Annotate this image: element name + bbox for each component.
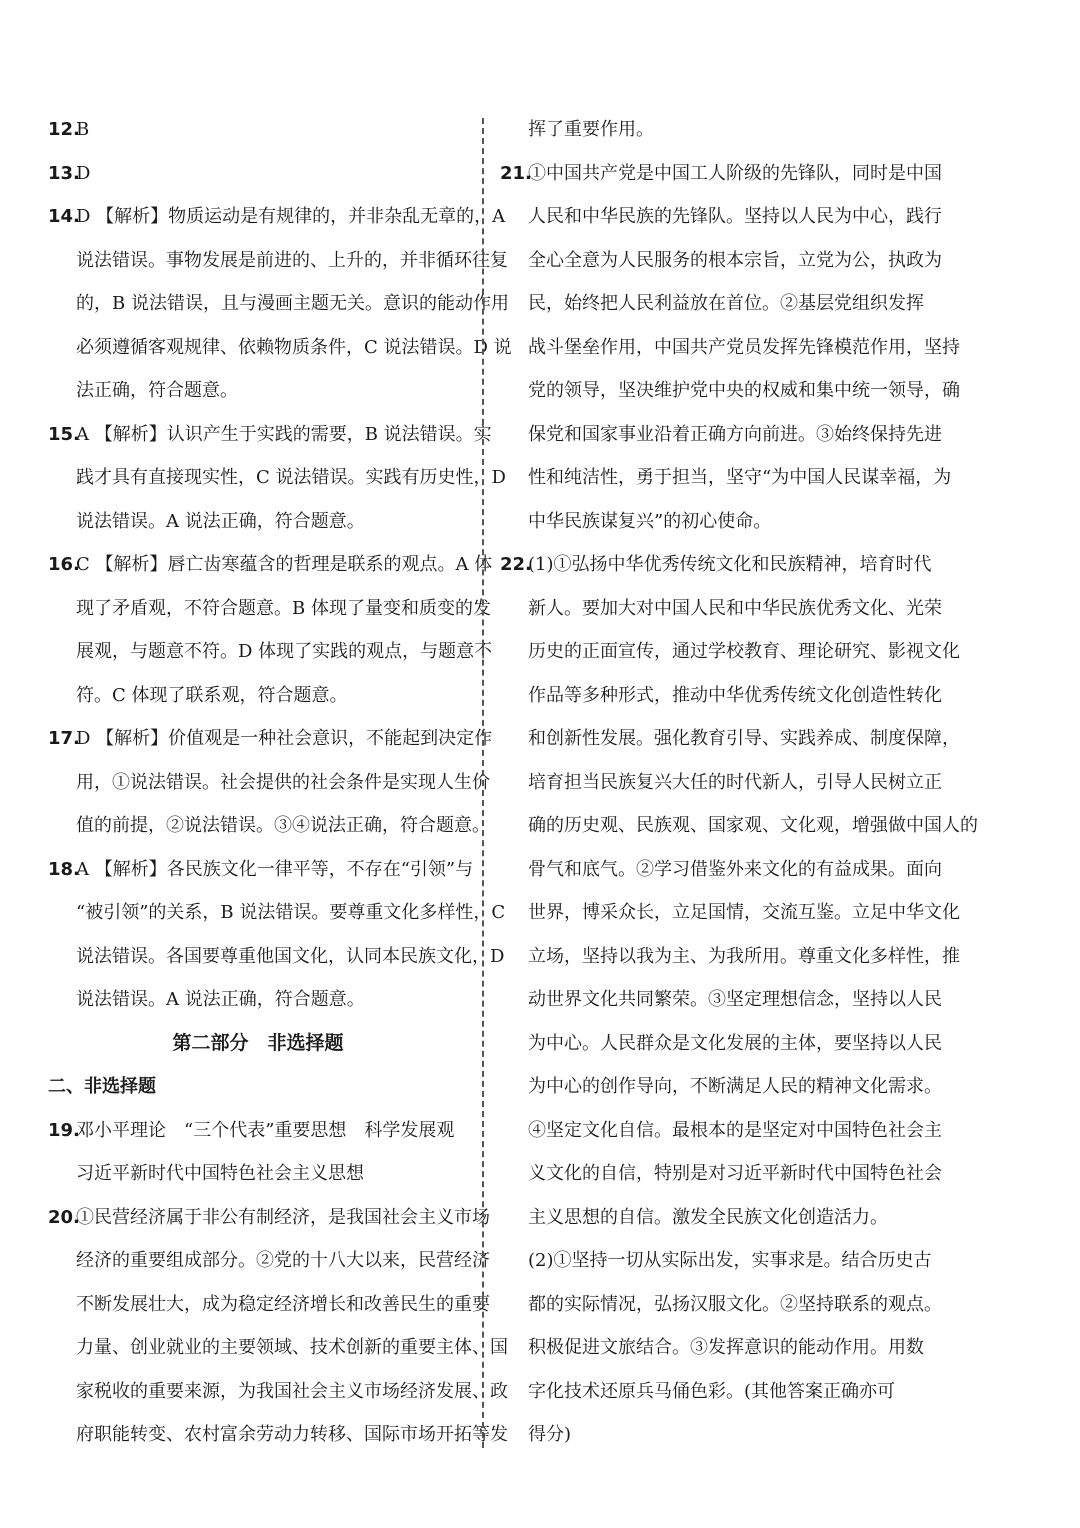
answer-item (48, 413, 492, 457)
section-heading: 第二部分 非选择题 (172, 1031, 344, 1054)
answer-text: 邓小平理论 “三个代表”重要思想 科学发展观 (76, 1119, 455, 1141)
answer-text: 世界，博采众长，立足国情，交流互鉴。立足中华文化 (528, 902, 960, 923)
answer-text: 力量、创业就业的主要领域、技术创新的重要主体、国 (76, 1337, 508, 1358)
answer-item (500, 543, 932, 587)
answer-text-line (500, 369, 960, 413)
answer-text-line (500, 413, 942, 457)
question-number: 12. (48, 119, 80, 140)
answer-text: D 【解析】价值观是一种社会意识，不能起到决定作 (76, 728, 493, 749)
answer-text: C 【解析】唇亡齿寒蕴含的哲理是联系的观点。A 体 (76, 554, 493, 575)
answer-text-line (48, 630, 493, 674)
answer-text-line (500, 239, 942, 283)
question-number: 13. (48, 162, 80, 184)
answer-text: 培育担当民族复兴大任的时代新人，引导人民树立正 (528, 771, 942, 793)
answer-item (48, 1109, 468, 1153)
answer-text: 用，①说法错误。社会提供的社会条件是实现人生价 (76, 771, 490, 793)
answer-text-line (500, 848, 942, 892)
question-number: 19. (48, 1119, 80, 1141)
answer-text: 家税收的重要来源，为我国社会主义市场经济发展、政 (76, 1380, 508, 1402)
answer-text: 中华民族谋复兴”的初心使命。 (528, 510, 772, 532)
answer-text: 为中心。人民群众是文化发展的主体，要坚持以人民 (528, 1032, 942, 1054)
answer-text-line (500, 978, 942, 1022)
answer-text-line (500, 761, 942, 805)
answer-text-line (48, 1413, 508, 1457)
question-number: 20. (48, 1206, 80, 1228)
answer-text-line (48, 1326, 508, 1370)
answer-text: 得分) (528, 1424, 572, 1445)
answer-text: 历史的正面宣传，通过学校教育、理论研究、影视文化 (528, 641, 960, 662)
answer-text: 践才具有直接现实性，C 说法错误。实践有历史性，D (76, 467, 506, 488)
answer-item (48, 848, 474, 892)
answer-text-line (48, 1283, 490, 1327)
answer-text-line (48, 674, 468, 718)
answer-text-line (500, 1370, 925, 1414)
answer-text-line (48, 891, 506, 935)
right-column (500, 108, 978, 1457)
answer-text: 作品等多种形式，推动中华优秀传统文化创造性转化 (528, 684, 942, 706)
answer-text-line (500, 630, 960, 674)
answer-text: 说法错误。A 说法正确，符合题意。 (76, 510, 365, 532)
answer-text-line (500, 282, 925, 326)
answer-text: D 【解析】物质运动是有规律的，并非杂乱无章的，A (76, 206, 506, 227)
answer-text-line (48, 500, 468, 544)
answer-text-line (500, 674, 942, 718)
answer-text: 经济的重要组成部分。②党的十八大以来，民营经济 (76, 1250, 490, 1271)
answer-text-line (48, 978, 468, 1022)
answer-text: 习近平新时代中国特色社会主义思想 (76, 1163, 364, 1184)
answer-text: 全心全意为人民服务的根本宗旨，立党为公，执政为 (528, 249, 942, 271)
question-number: 16. (48, 554, 80, 575)
question-number: 21. (500, 162, 532, 184)
question-number: 22. (500, 554, 532, 575)
answer-text: 战斗堡垒作用，中国共产党员发挥先锋模范作用，坚持 (528, 336, 960, 358)
answer-text: 都的实际情况，弘扬汉服文化。②坚持联系的观点。 (528, 1293, 942, 1315)
answer-text: 值的前提，②说法错误。③④说法正确，符合题意。 (76, 815, 490, 836)
answer-text-line (500, 1022, 942, 1066)
answer-text: 法正确，符合题意。 (76, 380, 238, 401)
answer-text-line (500, 1326, 925, 1370)
answer-text-line (48, 239, 508, 283)
answer-text: B (76, 119, 90, 140)
answer-text: 说法错误。事物发展是前进的、上升的，并非循环往复 (76, 249, 508, 271)
answer-text-line (500, 1283, 942, 1327)
answer-text: 义文化的自信，特别是对习近平新时代中国特色社会 (528, 1163, 942, 1184)
answer-text: 和创新性发展。强化教育引导、实践养成、制度保障， (528, 728, 960, 749)
answer-item (48, 717, 493, 761)
answer-text-line (500, 326, 960, 370)
answer-item (48, 152, 468, 196)
answer-text-line (48, 456, 506, 500)
section-subheading: 二、非选择题 (48, 1076, 156, 1097)
answer-text-line (48, 282, 509, 326)
answer-text: 积极促进文旅结合。③发挥意识的能动作用。用数 (528, 1337, 924, 1358)
answer-text: 党的领导，坚决维护党中央的权威和集中统一领导，确 (528, 380, 960, 401)
answer-text-line (500, 587, 942, 631)
answer-text-line (48, 369, 468, 413)
answer-text: D (76, 162, 91, 184)
answer-text-line (500, 195, 942, 239)
answer-text: 动世界文化共同繁荣。③坚定理想信念，坚持以人民 (528, 989, 942, 1010)
answer-text-line (500, 1413, 925, 1457)
answer-text: 主义思想的自信。激发全民族文化创造活力。 (528, 1206, 888, 1228)
answer-text: 确的历史观、民族观、国家观、文化观，增强做中国人的 (528, 815, 978, 836)
answer-text: 人民和中华民族的先锋队。坚持以人民为中心，践行 (528, 206, 942, 227)
answer-text-line (500, 108, 925, 152)
answer-text: 展观，与题意不符。D 体现了实践的观点，与题意不 (76, 641, 493, 662)
answer-text: ①中国共产党是中国工人阶级的先锋队，同时是中国 (528, 162, 942, 184)
answer-text: 立场，坚持以我为主、为我所用。尊重文化多样性，推 (528, 945, 960, 967)
answer-text: 民，始终把人民利益放在首位。②基层党组织发挥 (528, 293, 924, 314)
answer-text-line (500, 1196, 925, 1240)
answer-text: 字化技术还原兵马俑色彩。(其他答案正确亦可 (528, 1380, 896, 1402)
answer-text-line (48, 1370, 508, 1414)
question-number: 14. (48, 206, 80, 227)
answer-text: 说法错误。A 说法正确，符合题意。 (76, 989, 365, 1010)
answer-text: 现了矛盾观，不符合题意。B 体现了量变和质变的发 (76, 597, 491, 619)
answer-text-line (48, 1239, 490, 1283)
answer-text: 不断发展壮大，成为稳定经济增长和改善民生的重要 (76, 1293, 490, 1315)
answer-text-line (500, 1065, 942, 1109)
answer-text-line (500, 500, 925, 544)
answer-text-line (500, 804, 978, 848)
answer-text: 性和纯洁性，勇于担当，坚守“为中国人民谋幸福，为 (528, 467, 952, 488)
answer-text: 府职能转变、农村富余劳动力转移、国际市场开拓等发 (76, 1424, 508, 1445)
answer-text: 保党和国家事业沿着正确方向前进。③始终保持先进 (528, 423, 942, 445)
answer-text-line (500, 1239, 932, 1283)
answer-text: 符。C 体现了联系观，符合题意。 (76, 684, 348, 706)
answer-text-line (48, 804, 490, 848)
answer-text-line (48, 587, 491, 631)
answer-text-line (500, 891, 960, 935)
answer-text-line (48, 761, 490, 805)
answer-item (500, 152, 942, 196)
answer-text: ④坚定文化自信。最根本的是坚定对中国特色社会主 (528, 1119, 942, 1141)
answer-text: 骨气和底气。②学习借鉴外来文化的有益成果。面向 (528, 858, 942, 880)
answer-text-line (500, 935, 960, 979)
left-column (48, 108, 512, 1457)
answer-text: 新人。要加大对中国人民和中华民族优秀文化、光荣 (528, 597, 942, 619)
answer-text: 为中心的创作导向，不断满足人民的精神文化需求。 (528, 1076, 942, 1097)
answer-text: 必须遵循客观规律、依赖物质条件，C 说法错误。D 说 (76, 336, 512, 358)
answer-item (48, 195, 506, 239)
answer-text-line (500, 717, 960, 761)
answer-text: (1)①弘扬中华优秀传统文化和民族精神，培育时代 (528, 554, 932, 575)
answer-text-line (500, 1109, 942, 1153)
answer-text: ①民营经济属于非公有制经济，是我国社会主义市场 (76, 1206, 490, 1228)
answer-text-line (48, 326, 512, 370)
column-divider (482, 118, 484, 1448)
answer-item (48, 1196, 490, 1240)
question-number: 18. (48, 858, 80, 880)
answer-text: 挥了重要作用。 (528, 119, 654, 140)
answer-text: “被引领”的关系，B 说法错误。要尊重文化多样性，C (76, 902, 506, 923)
answer-text-line (48, 935, 505, 979)
answer-text: A 【解析】认识产生于实践的需要，B 说法错误。实 (76, 423, 492, 445)
answer-item (48, 543, 493, 587)
answer-text: (2)①坚持一切从实际出发，实事求是。结合历史古 (528, 1250, 932, 1271)
answer-text: 说法错误。各国要尊重他国文化，认同本民族文化，D (76, 945, 505, 967)
answer-item (48, 108, 468, 152)
question-number: 17. (48, 728, 80, 749)
answer-text-line (500, 1152, 942, 1196)
question-number: 15. (48, 423, 80, 445)
answer-text: 的，B 说法错误，且与漫画主题无关。意识的能动作用 (76, 293, 509, 314)
answer-text: A 【解析】各民族文化一律平等，不存在“引领”与 (76, 858, 474, 880)
answer-text-line (500, 456, 952, 500)
answer-text-line (48, 1152, 468, 1196)
